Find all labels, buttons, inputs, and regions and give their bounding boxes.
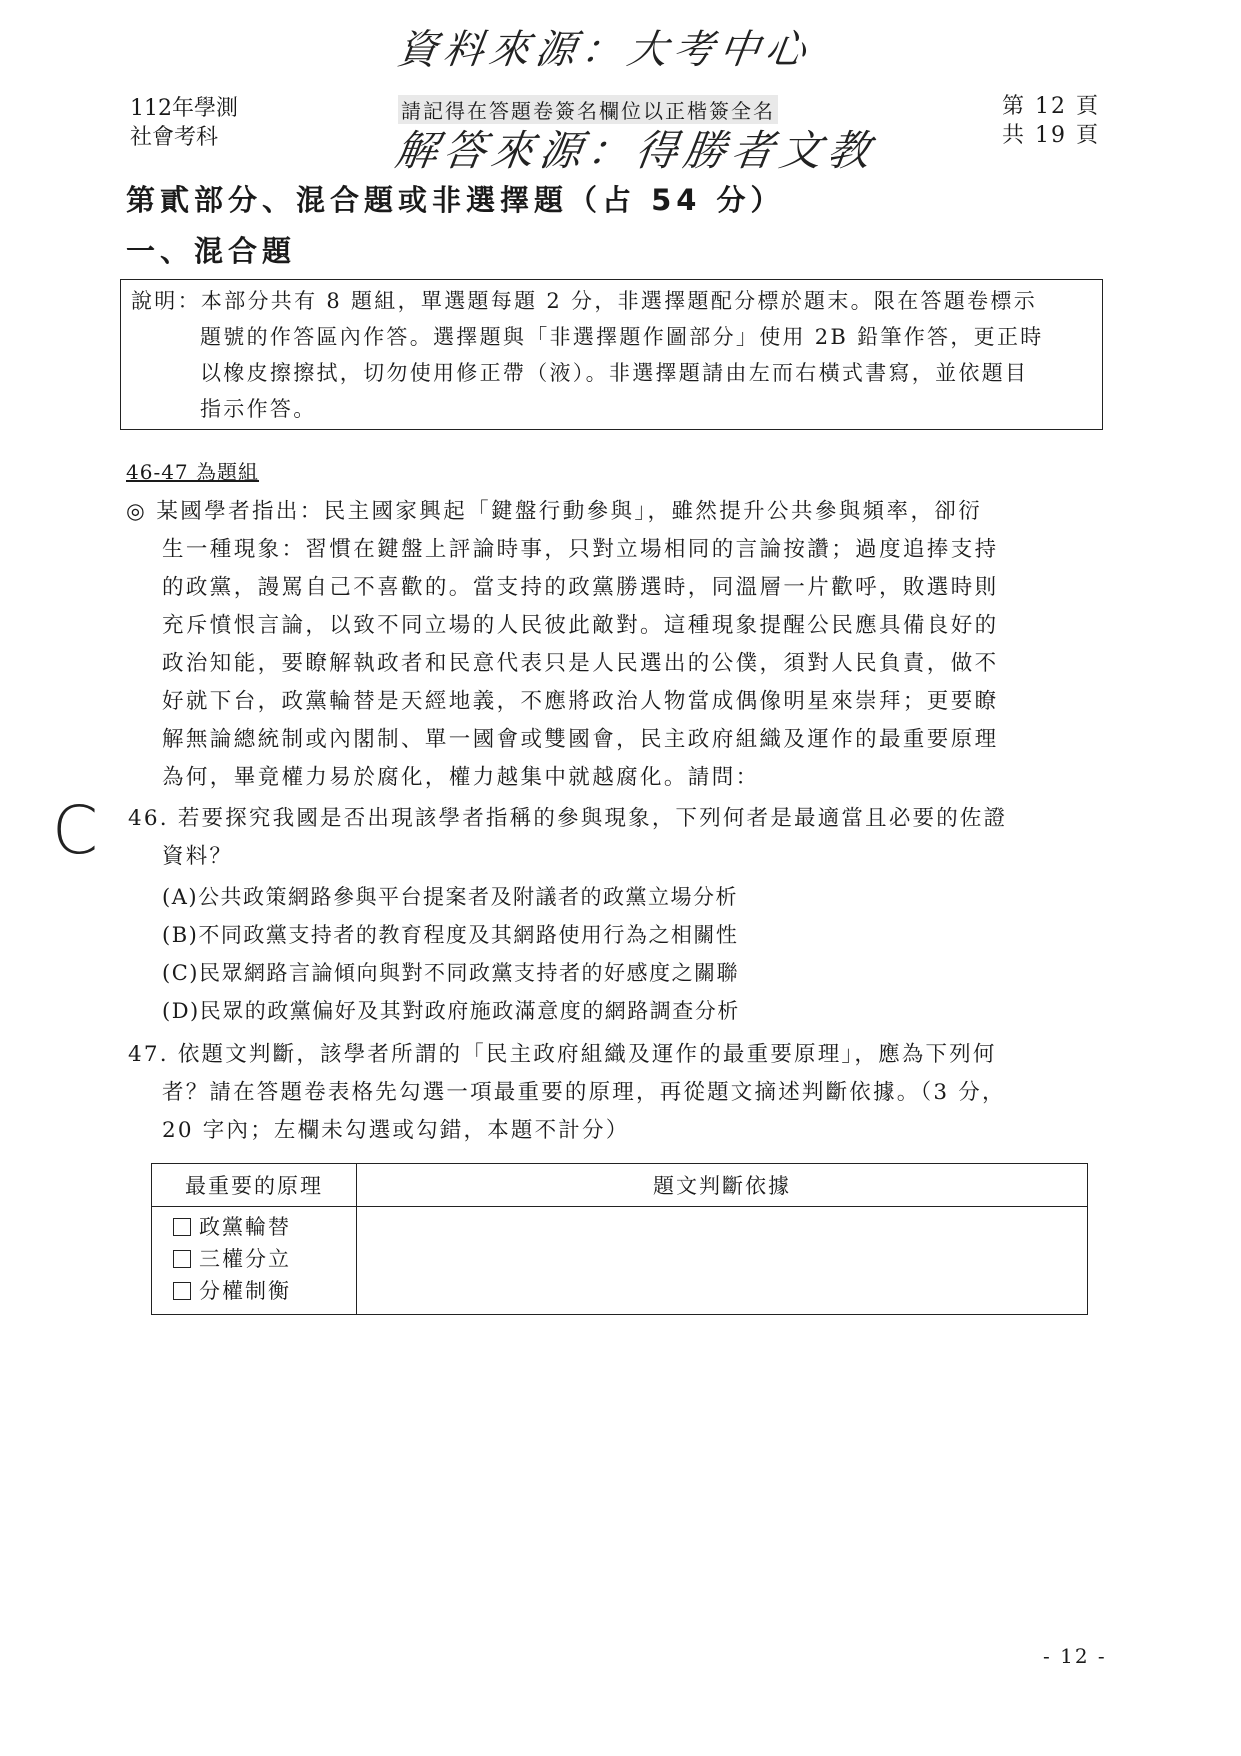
checkbox-icon[interactable] bbox=[173, 1218, 191, 1236]
choice-separation-of-powers[interactable]: 三權分立 bbox=[153, 1243, 355, 1275]
checkbox-icon[interactable] bbox=[173, 1250, 191, 1268]
table-header-principle: 最重要的原理 bbox=[152, 1164, 357, 1207]
passage-line: 充斥憤恨言論，以致不同立場的人民彼此敵對。這種現象提醒公民應具備良好的 bbox=[162, 613, 999, 638]
part-title: 第貳部分、混合題或非選擇題（占 54 分） bbox=[126, 183, 785, 217]
question-group-label: 46-47 為題組 bbox=[126, 460, 260, 484]
instructions-line: 說明：本部分共有 8 題組，單選題每題 2 分，非選擇題配分標於題末。限在答題卷標示 bbox=[131, 289, 1038, 313]
table-header-basis: 題文判斷依據 bbox=[357, 1164, 1088, 1207]
choice-party-rotation[interactable]: 政黨輪替 bbox=[153, 1211, 355, 1243]
basis-answer-cell[interactable] bbox=[357, 1207, 1088, 1315]
page-current: 第 12 頁 bbox=[1002, 94, 1100, 119]
checkbox-icon[interactable] bbox=[173, 1282, 191, 1300]
choice-checks-and-balances[interactable]: 分權制衡 bbox=[153, 1275, 355, 1307]
principle-choices-cell bbox=[152, 1207, 357, 1315]
handwritten-answer-mark: C bbox=[52, 792, 99, 869]
handwritten-source-note: 資料來源：大考中心 bbox=[394, 27, 815, 73]
passage-line: 解無論總統制或內閣制、單一國會或雙國會，民主政府組織及運作的最重要原理 bbox=[162, 727, 999, 752]
q46-stem-cont: 資料？ bbox=[162, 844, 234, 869]
subject: 社會考科 bbox=[130, 125, 219, 150]
handwritten-answer-source-note: 解答來源：得勝者文教 bbox=[392, 126, 880, 175]
q47-answer-table bbox=[151, 1163, 1088, 1315]
q46-option-a: (A)公共政策網路參與平台提案者及附議者的政黨立場分析 bbox=[162, 885, 739, 909]
passage-line: 生一種現象：習慣在鍵盤上評論時事，只對立場相同的言論按讚；過度追捧支持 bbox=[162, 537, 999, 562]
q47-stem: 47. 依題文判斷，該學者所謂的「民主政府組織及運作的最重要原理」，應為下列何 bbox=[128, 1042, 997, 1067]
instructions-box bbox=[120, 279, 1103, 430]
q46-option-c: (C)民眾網路言論傾向與對不同政黨支持者的好感度之關聯 bbox=[162, 961, 739, 985]
signature-notice: 請記得在答題卷簽名欄位以正楷簽全名 bbox=[398, 95, 778, 124]
passage-line: 好就下台，政黨輪替是天經地義，不應將政治人物當成偶像明星來崇拜；更要瞭 bbox=[162, 689, 999, 714]
page-number: - 12 - bbox=[1043, 1644, 1107, 1668]
q47-stem-cont: 20 字內；左欄未勾選或勾錯，本題不計分） bbox=[162, 1118, 630, 1143]
page-total: 共 19 頁 bbox=[1002, 123, 1100, 148]
instructions-line: 以橡皮擦擦拭，切勿使用修正帶（液）。非選擇題請由左而右橫式書寫，並依題目 bbox=[200, 361, 1029, 385]
passage-line: 的政黨，謾罵自己不喜歡的。當支持的政黨勝選時，同溫層一片歡呼，敗選時則 bbox=[162, 575, 999, 600]
exam-year: 112年學測 bbox=[130, 96, 238, 121]
q46-option-d: (D)民眾的政黨偏好及其對政府施政滿意度的網路調查分析 bbox=[162, 999, 740, 1023]
q46-stem: 46. 若要探究我國是否出現該學者指稱的參與現象，下列何者是最適當且必要的佐證 bbox=[128, 806, 1008, 831]
passage-line: 為何，畢竟權力易於腐化，權力越集中就越腐化。請問： bbox=[162, 765, 760, 790]
section-title: 一、混合題 bbox=[126, 234, 297, 268]
instructions-line: 題號的作答區內作答。選擇題與「非選擇題作圖部分」使用 2B 鉛筆作答，更正時 bbox=[200, 325, 1044, 349]
q47-stem-cont: 者？請在答題卷表格先勾選一項最重要的原理，再從題文摘述判斷依據。（3 分， bbox=[162, 1080, 1006, 1105]
passage-line: ◎ 某國學者指出：民主國家興起「鍵盤行動參與」，雖然提升公共參與頻率，卻衍 bbox=[126, 499, 983, 524]
passage-line: 政治知能，要瞭解執政者和民意代表只是人民選出的公僕，須對人民負責，做不 bbox=[162, 651, 999, 676]
q46-option-b: (B)不同政黨支持者的教育程度及其網路使用行為之相關性 bbox=[162, 923, 739, 947]
instructions-line: 指示作答。 bbox=[200, 397, 317, 421]
